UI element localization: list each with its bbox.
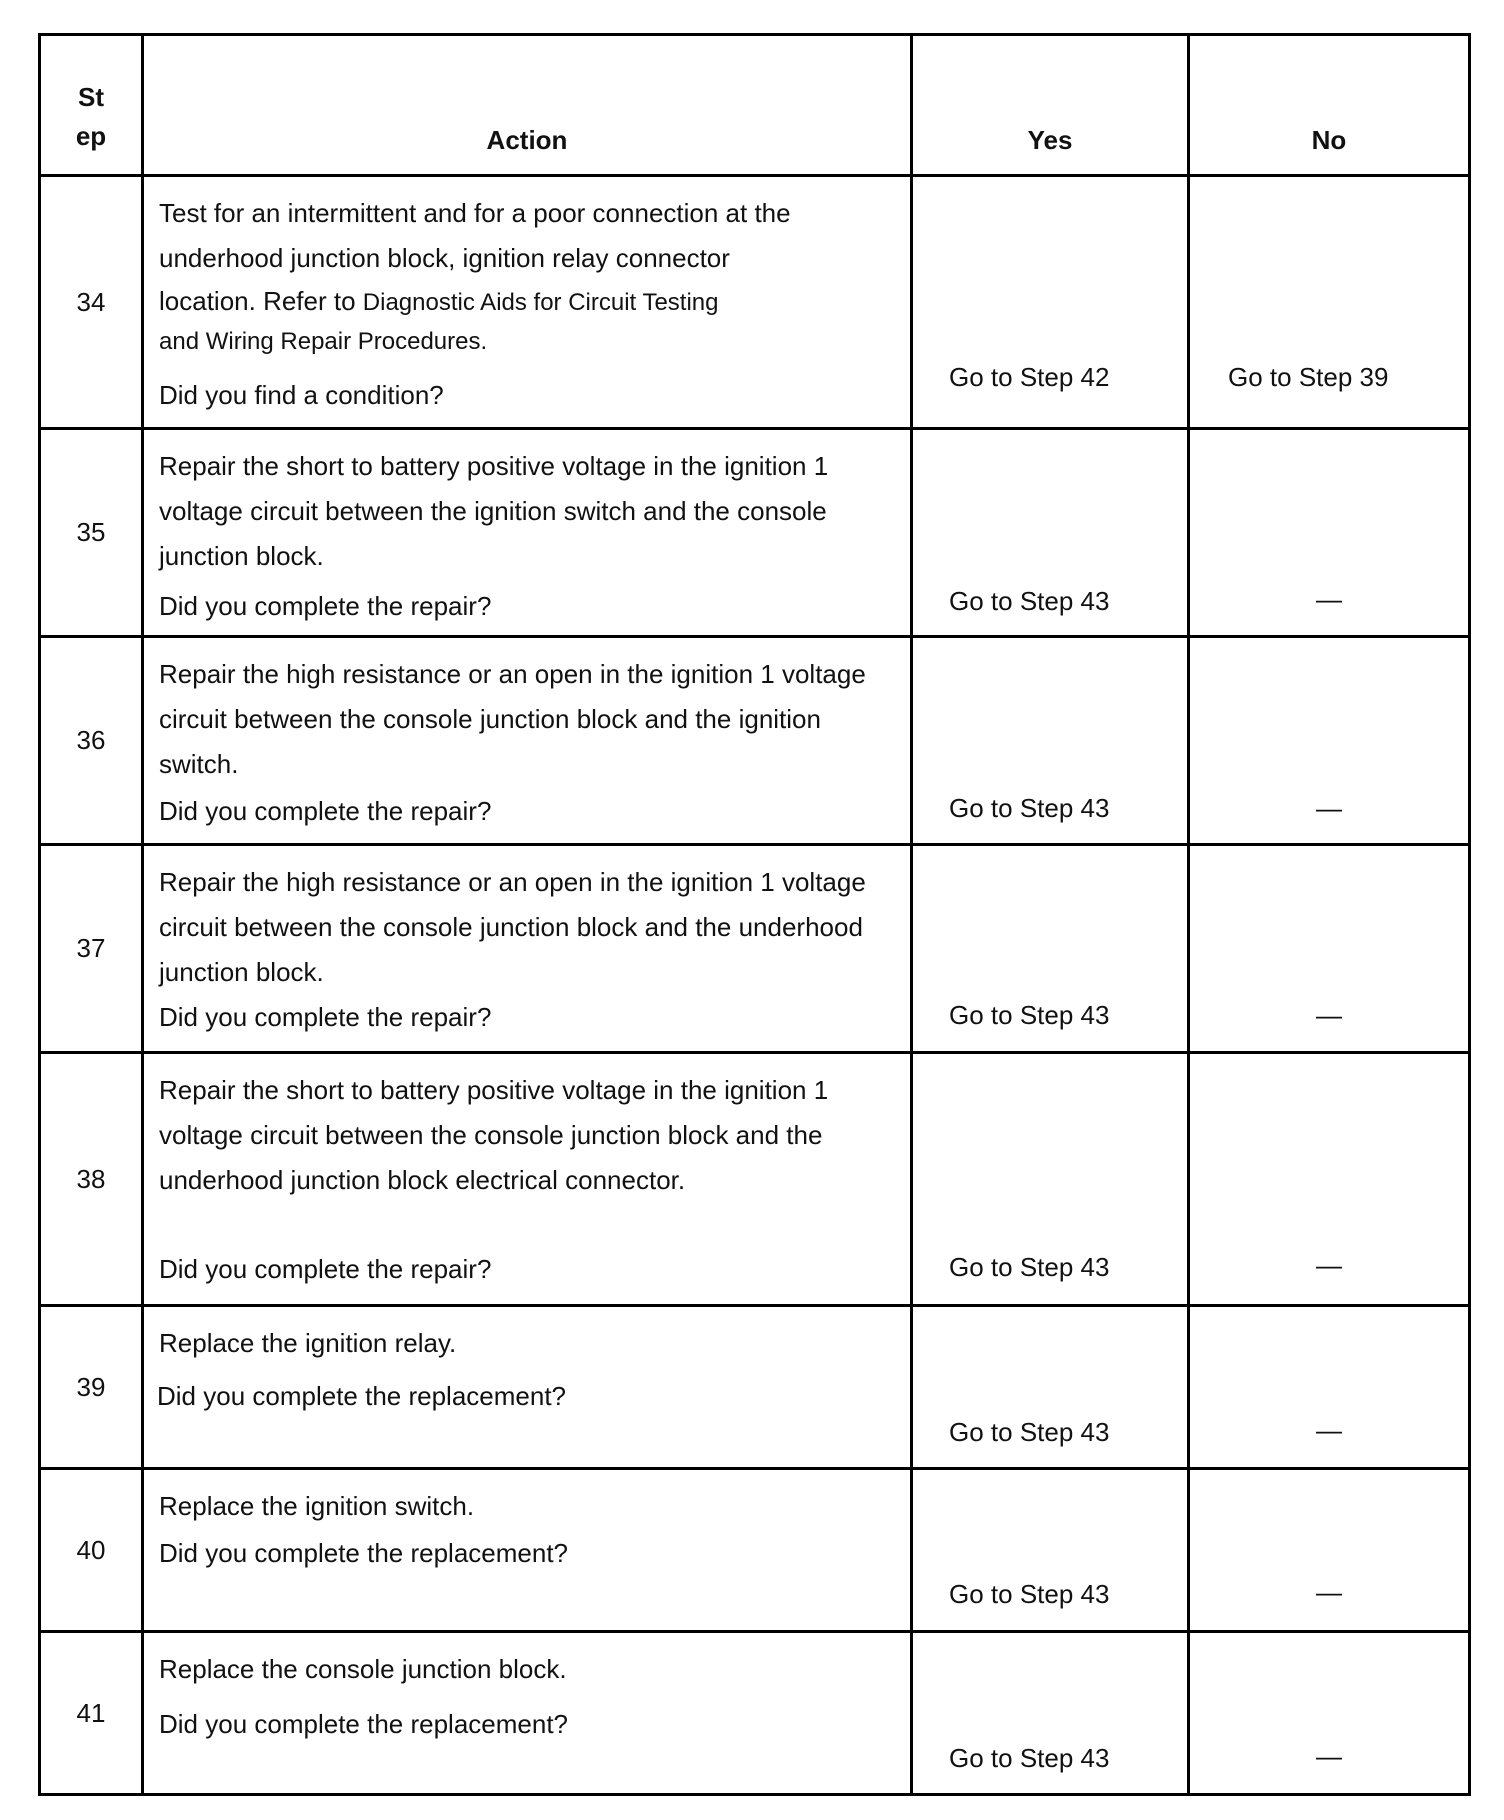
- question-text: Did you complete the replacement?: [159, 1538, 569, 1568]
- header-yes: Yes: [912, 35, 1189, 176]
- question-text: Did you find a condition?: [159, 380, 444, 410]
- action-text: Replace the ignition switch.: [159, 1491, 475, 1521]
- no-cell: —: [1189, 429, 1470, 637]
- step-number: 39: [40, 1306, 143, 1469]
- table-row: [40, 1632, 1470, 1795]
- reference-link: Diagnostic Aids for Circuit Testing: [362, 289, 719, 316]
- no-cell: —: [1189, 1053, 1470, 1306]
- action-text: Repair the high resistance or an open in the ignition 1 voltage circuit between the console junction block and the underhood junction block.: [159, 867, 866, 987]
- step-number: 34: [40, 176, 143, 429]
- no-cell: Go to Step 39: [1189, 176, 1470, 429]
- action-text: Repair the short to battery positive voltage in the ignition 1 voltage circuit between the console junction block and the underhood junction block electrical connector.: [159, 1075, 829, 1195]
- table-row: [40, 637, 1470, 845]
- table-row: [40, 1469, 1470, 1632]
- step-number: 38: [40, 1053, 143, 1306]
- table-row: [40, 1306, 1470, 1469]
- action-cell: [143, 429, 912, 637]
- action-text: Test for an intermittent and for a poor connection at the underhood junction block, ignition relay connector location. Refer to Diagnostic Aids for Circuit Testing and Wiring Repair Procedures.: [159, 198, 791, 355]
- step-number: 37: [40, 845, 143, 1053]
- table-row: [40, 845, 1470, 1053]
- question-text: Did you complete the repair?: [159, 1254, 492, 1284]
- header-action: Action: [143, 35, 912, 176]
- header-step: St ep: [40, 35, 143, 176]
- no-cell: —: [1189, 845, 1470, 1053]
- diagnostic-table: [38, 33, 1471, 1796]
- action-cell: [143, 1053, 912, 1306]
- no-cell: —: [1189, 637, 1470, 845]
- yes-cell: Go to Step 43: [912, 1053, 1189, 1306]
- header-no: No: [1189, 35, 1470, 176]
- question-text: Did you complete the repair?: [159, 591, 492, 621]
- action-text: Replace the console junction block.: [159, 1654, 567, 1684]
- action-cell: [143, 1632, 912, 1795]
- action-cell: [143, 1306, 912, 1469]
- step-number: 36: [40, 637, 143, 845]
- step-number: 40: [40, 1469, 143, 1632]
- action-cell: [143, 637, 912, 845]
- yes-cell: Go to Step 43: [912, 1632, 1189, 1795]
- question-text: Did you complete the repair?: [159, 1002, 492, 1032]
- action-text: Repair the short to battery positive voltage in the ignition 1 voltage circuit between the ignition switch and the console junction block.: [159, 451, 829, 571]
- action-text: Replace the ignition relay.: [159, 1328, 457, 1358]
- no-cell: —: [1189, 1469, 1470, 1632]
- yes-cell: Go to Step 43: [912, 429, 1189, 637]
- action-cell: [143, 176, 912, 429]
- table-row: [40, 1053, 1470, 1306]
- table-row: [40, 429, 1470, 637]
- action-cell: [143, 1469, 912, 1632]
- question-text: Did you complete the replacement?: [159, 1709, 569, 1739]
- yes-cell: Go to Step 43: [912, 1469, 1189, 1632]
- yes-cell: Go to Step 43: [912, 1306, 1189, 1469]
- header-row: [40, 35, 1470, 176]
- step-number: 35: [40, 429, 143, 637]
- table-row: [40, 176, 1470, 429]
- yes-cell: Go to Step 43: [912, 637, 1189, 845]
- question-text: Did you complete the replacement?: [157, 1381, 567, 1411]
- action-text: Repair the high resistance or an open in the ignition 1 voltage circuit between the console junction block and the ignition switch.: [159, 659, 866, 779]
- question-text: Did you complete the repair?: [159, 796, 492, 826]
- no-cell: —: [1189, 1306, 1470, 1469]
- action-cell: [143, 845, 912, 1053]
- yes-cell: Go to Step 42: [912, 176, 1189, 429]
- yes-cell: Go to Step 43: [912, 845, 1189, 1053]
- step-number: 41: [40, 1632, 143, 1795]
- no-cell: —: [1189, 1632, 1470, 1795]
